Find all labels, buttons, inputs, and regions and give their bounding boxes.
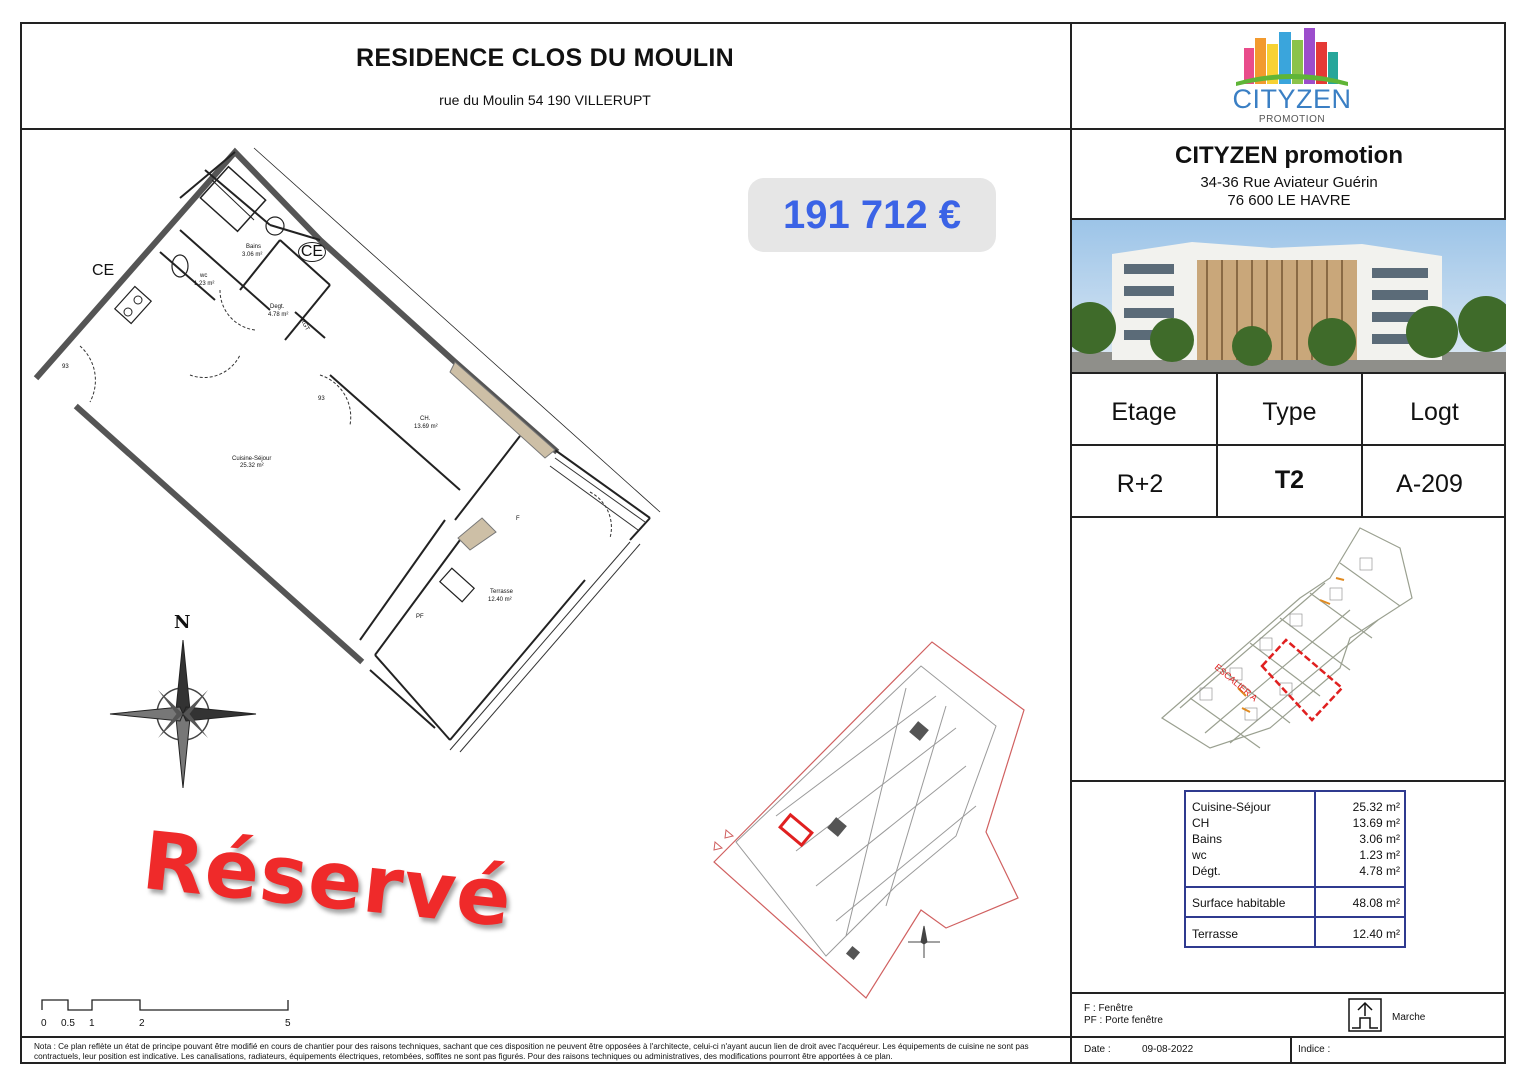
surfaces-divider-1 [1186,886,1404,888]
plan-label-sejour: Cuisine-Séjour [232,456,272,462]
plan-label-terrasse-area: 12.40 m² [488,597,512,603]
surface-room-value: 25.32 m² [1352,800,1400,814]
plan-label-degt: Degt. [270,304,285,310]
surfaces-table [1184,790,1406,948]
surfaces-divider-2 [1186,916,1404,918]
unit-col-divider-1 [1216,372,1218,518]
plan-label-terrasse: Terrasse [490,589,514,595]
scale-label: 1 [89,1018,95,1029]
reserved-stamp: Réservé [138,814,517,946]
company-address-line1: 34-36 Rue Aviateur Guérin [1200,174,1378,191]
date-label: Date : [1084,1044,1111,1055]
company-address-line2: 76 600 LE HAVRE [1227,192,1351,209]
keyplan-divider [1070,780,1506,782]
scale-bar [40,998,300,1012]
footer-col-divider [1290,1036,1292,1064]
plan-label-wc-area: 1.23 m² [194,281,215,287]
svg-text:ESCALIER A: ESCALIER A [1212,661,1260,704]
residence-address: rue du Moulin 54 190 VILLERUPT [439,92,651,108]
site-location-plan [706,636,1036,1000]
plan-label-ch-area: 13.69 m² [414,424,438,430]
surface-row [1192,864,1400,878]
surface-row [1192,832,1400,846]
scale-label: 0.5 [61,1018,75,1029]
scale-label: 2 [139,1018,145,1029]
plan-label-door-width-2: 93 [318,396,325,402]
legend-divider [1070,992,1506,994]
surface-room-name: Bains [1192,832,1223,846]
indice-label: Indice : [1298,1044,1331,1055]
legend-marche: Marche [1392,1012,1426,1023]
plan-label-pf: PF [416,614,424,620]
floor-value: R+2 [1116,470,1164,498]
surface-row [1192,800,1400,814]
residence-title: RESIDENCE CLOS DU MOULIN [355,44,735,72]
building-photo [1072,220,1506,372]
footer-divider [20,1036,1506,1038]
surface-room-name: wc [1192,848,1207,862]
surface-room-value: 1.23 m² [1359,848,1400,862]
type-header: Type [1262,398,1317,426]
unit-header: Logt [1410,398,1459,426]
floor-key-plan [1150,518,1430,778]
surface-room-value: 13.69 m² [1352,816,1400,830]
surface-room-value: 3.06 m² [1359,832,1400,846]
plan-label-rgt: RGT [298,318,311,332]
unit-value: A-209 [1396,470,1463,498]
logo-name: CITYZEN [1232,84,1352,114]
habitable-value: 48.08 m² [1352,896,1400,910]
surface-room-name: Cuisine-Séjour [1192,800,1271,814]
type-value: T2 [1274,466,1305,494]
terrasse-value: 12.40 m² [1352,927,1400,941]
plan-label-ch: CH. [420,416,431,422]
legend-fenetre: F : Fenêtre [1084,1003,1133,1014]
disclaimer-note: Nota : Ce plan reflète un état de principe pouvant être modifié en cours de chantier pour des raisons techniques, sachant que ces disposition ne peuvent être opposées à l'architecte, celui-ci n'ayant aucun lien de droit avec l'acquéreur. Les équipements de cuisine ne sont pas contractuels, leur position est indicative. Les canalisations, radiateurs, équipements électriques, retombées, soffites ne sont pas figurés. Pour des raisons techniques ou administratives, des modifications pourront être apportées à ce plan. [34,1042,1029,1061]
surface-total-row [1192,896,1400,910]
company-name: CITYZEN promotion [1175,142,1403,169]
marche-icon [1348,998,1382,1032]
habitable-label: Surface habitable [1192,896,1286,910]
legend-porte-fenetre: PF : Porte fenêtre [1084,1015,1163,1026]
plan-label-f: F [516,516,520,522]
surface-row [1192,848,1400,862]
photo-divider [1070,372,1506,374]
plan-label-ce-right: CE [298,242,326,262]
logo-tagline: PROMOTION [1258,114,1326,125]
terrasse-label: Terrasse [1192,927,1239,941]
plan-label-ce-left: CE [92,262,115,279]
cityzen-logo [1222,26,1362,128]
scale-label: 5 [285,1018,291,1029]
date-value: 09-08-2022 [1142,1044,1194,1055]
plan-label-bains-area: 3.06 m² [242,252,263,258]
compass-north-label: N [174,612,191,633]
unit-header-divider [1070,444,1506,446]
scale-label: 0 [41,1018,47,1029]
plan-label-degt-area: 4.78 m² [268,312,289,318]
surface-room-name: Dégt. [1192,864,1221,878]
floor-header: Etage [1111,398,1177,426]
plan-label-door-width: 93 [62,364,69,370]
plan-label-sejour-area: 25.32 m² [240,463,264,469]
plan-label-bains: Bains [246,244,262,250]
header-divider [20,128,1506,130]
price-badge: 191 712 € [748,178,996,252]
plan-label-wc: wc [200,273,208,279]
surface-room-name: CH [1192,816,1210,830]
surface-terrace-row [1192,927,1400,941]
surface-room-value: 4.78 m² [1359,864,1400,878]
compass-rose [108,612,258,792]
surface-row [1192,816,1400,830]
